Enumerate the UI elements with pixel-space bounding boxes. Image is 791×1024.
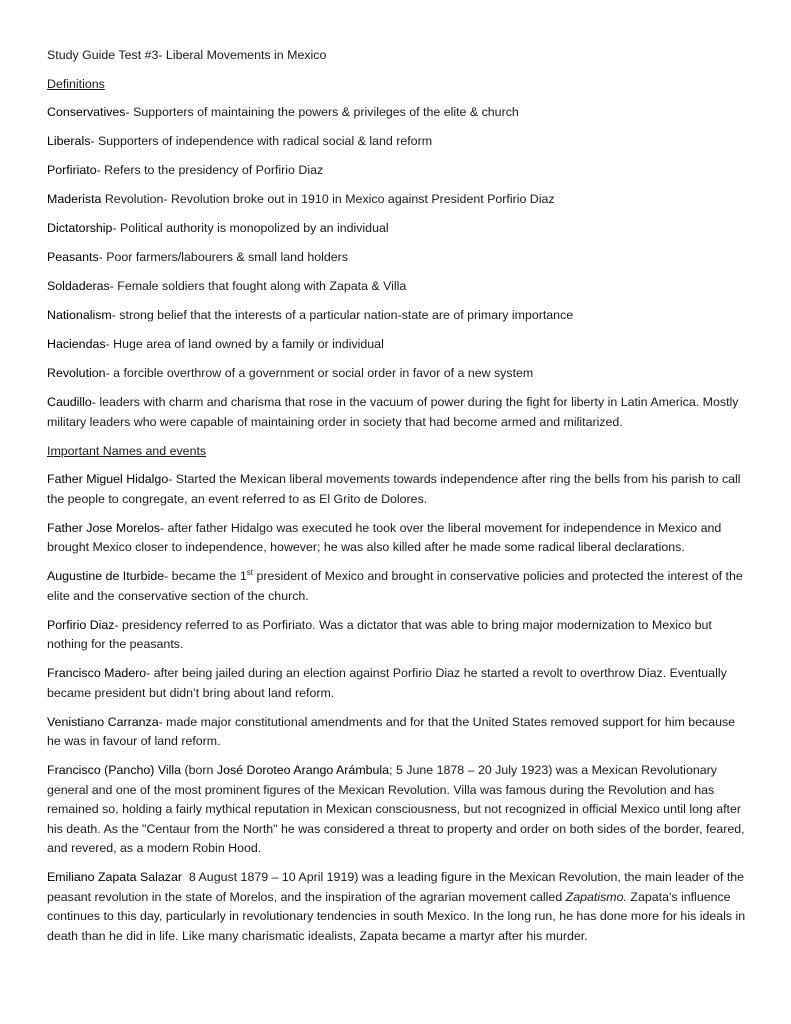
document-title: Study Guide Test #3- Liberal Movements in Mexico bbox=[47, 48, 327, 62]
definition-item bbox=[47, 364, 747, 384]
definition-term: Revolution bbox=[47, 366, 106, 380]
name-entry bbox=[47, 868, 747, 946]
birth-name-term: José Doroteo Arango Arámbula bbox=[216, 763, 390, 777]
definition-term: Caudillo bbox=[47, 395, 92, 409]
definition-item bbox=[47, 248, 747, 268]
name-entry bbox=[47, 616, 747, 655]
name-text: 8 August 1879 – 10 April 1919) was a leading figure in the Mexican Revolution, the main leader of the peasant revolution in the state of Morelos, and the inspiration of the agrarian movement called bbox=[47, 870, 748, 904]
name-term: Porfirio Diaz bbox=[47, 617, 115, 632]
definition-term: Peasants bbox=[47, 250, 99, 264]
names-list bbox=[47, 470, 747, 946]
definition-text: - Poor farmers/labourers & small land holders bbox=[98, 250, 348, 264]
definition-text: Revolution- Revolution broke out in 1910 in Mexico against President Porfirio Diaz bbox=[101, 192, 555, 206]
definition-text: - Huge area of land owned by a family or individual bbox=[105, 337, 384, 351]
definition-term: Maderista bbox=[47, 192, 102, 206]
name-text: - made major constitutional amendments and for that the United States removed support for him because he was in favour of land reform. bbox=[47, 714, 736, 748]
name-text: - became the 1 bbox=[164, 569, 247, 583]
name-term: Venistiano Carranza bbox=[47, 714, 159, 729]
definitions-list bbox=[47, 103, 747, 432]
definition-item bbox=[47, 277, 747, 297]
definition-text: - strong belief that the interests of a particular nation-state are of primary importance bbox=[111, 308, 574, 322]
definition-item bbox=[47, 132, 747, 152]
definition-term: Porfiriato bbox=[47, 163, 97, 177]
definition-text: - Refers to the presidency of Porfirio Diaz bbox=[96, 163, 324, 177]
definitions-heading: Definitions bbox=[47, 76, 105, 91]
name-text: - after being jailed during an election against Porfirio Diaz he started a revolt to overthrow Diaz. Eventually became president but didn’t bring about land reform. bbox=[47, 666, 727, 700]
name-text-continued: Zapata's influence continues to this day, particularly in revolutionary tendencies in south Mexico. In the long run, he has done more for his ideals in death than he did in life. Like many charismatic idealists, Zapata became a martyr after his murder. bbox=[47, 889, 746, 943]
definition-item bbox=[47, 190, 747, 210]
definition-term: Liberals bbox=[47, 134, 91, 148]
name-entry bbox=[47, 567, 747, 606]
name-text: - after father Hidalgo was executed he took over the liberal movement for independence in Mexico and brought Mexico closer to independence, however; he was also killed after he made some radical liberal declarations. bbox=[47, 520, 722, 554]
definition-item bbox=[47, 306, 747, 326]
definition-text: - leaders with charm and charisma that rose in the vacuum of power during the fight for liberty in Latin America. Mostly military leaders who were capable of maintaining order in society that had become armed and militarized. bbox=[47, 395, 739, 429]
definition-item bbox=[47, 103, 747, 123]
name-entry bbox=[47, 470, 747, 509]
name-entry bbox=[47, 519, 747, 558]
definition-item bbox=[47, 161, 747, 181]
definition-text: - a forcible overthrow of a government or social order in favor of a new system bbox=[105, 366, 534, 380]
name-term: Francisco Madero bbox=[47, 666, 147, 680]
name-term: Augustine de Iturbide bbox=[47, 569, 165, 583]
name-text: (born bbox=[181, 763, 217, 777]
definition-term: Soldaderas bbox=[47, 279, 110, 293]
name-term: Father Miguel Hidalgo bbox=[47, 472, 169, 486]
name-entry bbox=[47, 761, 747, 859]
name-term: Emiliano Zapata Salazar bbox=[47, 870, 182, 884]
names-heading: Important Names and events bbox=[47, 443, 207, 458]
name-text: - presidency referred to as Porfiriato. Was a dictator that was able to bring major modernization to Mexico but nothing for the peasants. bbox=[47, 617, 712, 651]
name-text-continued: ; 5 June 1878 – 20 July 1923) was a Mexican Revolutionary general and one of the most prominent figures of the Mexican Revolution. Villa was famous during the Revolution and has remained so, holding a fairly mythical reputation in Mexican consciousness, but not recognized in official Mexico until long after his death. As the "Centaur from the North" he was considered a threat to property and order on both sides of the border, feared, and revered, as a modern Robin Hood. bbox=[47, 763, 745, 855]
ordinal-superscript: st bbox=[246, 567, 253, 577]
definition-text: - Political authority is monopolized by an individual bbox=[112, 221, 389, 235]
name-entry bbox=[47, 664, 747, 703]
definition-term: Nationalism bbox=[47, 308, 112, 322]
definition-item bbox=[47, 219, 747, 239]
document-body bbox=[47, 46, 747, 956]
name-text: - Started the Mexican liberal movements towards independence after ring the bells from his parish to call the people to congregate, an event referred to as El Grito de Dolores. bbox=[47, 472, 741, 506]
italic-term: Zapatismo. bbox=[565, 889, 627, 904]
definition-term: Conservatives bbox=[47, 105, 126, 119]
definition-term: Haciendas bbox=[47, 337, 106, 351]
name-term: Father Jose Morelos bbox=[47, 520, 160, 535]
name-entry bbox=[47, 713, 747, 752]
name-text-continued: president of Mexico and brought in conservative policies and protected the interest of the elite and the conservative section of the church. bbox=[47, 569, 743, 603]
definition-text: - Supporters of independence with radical social & land reform bbox=[90, 134, 433, 148]
definition-item bbox=[47, 393, 747, 432]
definition-text: - Supporters of maintaining the powers & privileges of the elite & church bbox=[125, 105, 519, 119]
definition-item bbox=[47, 335, 747, 355]
name-term: Francisco (Pancho) Villa bbox=[47, 763, 182, 777]
definition-term: Dictatorship bbox=[47, 221, 113, 235]
definition-text: - Female soldiers that fought along with Zapata & Villa bbox=[109, 279, 407, 293]
